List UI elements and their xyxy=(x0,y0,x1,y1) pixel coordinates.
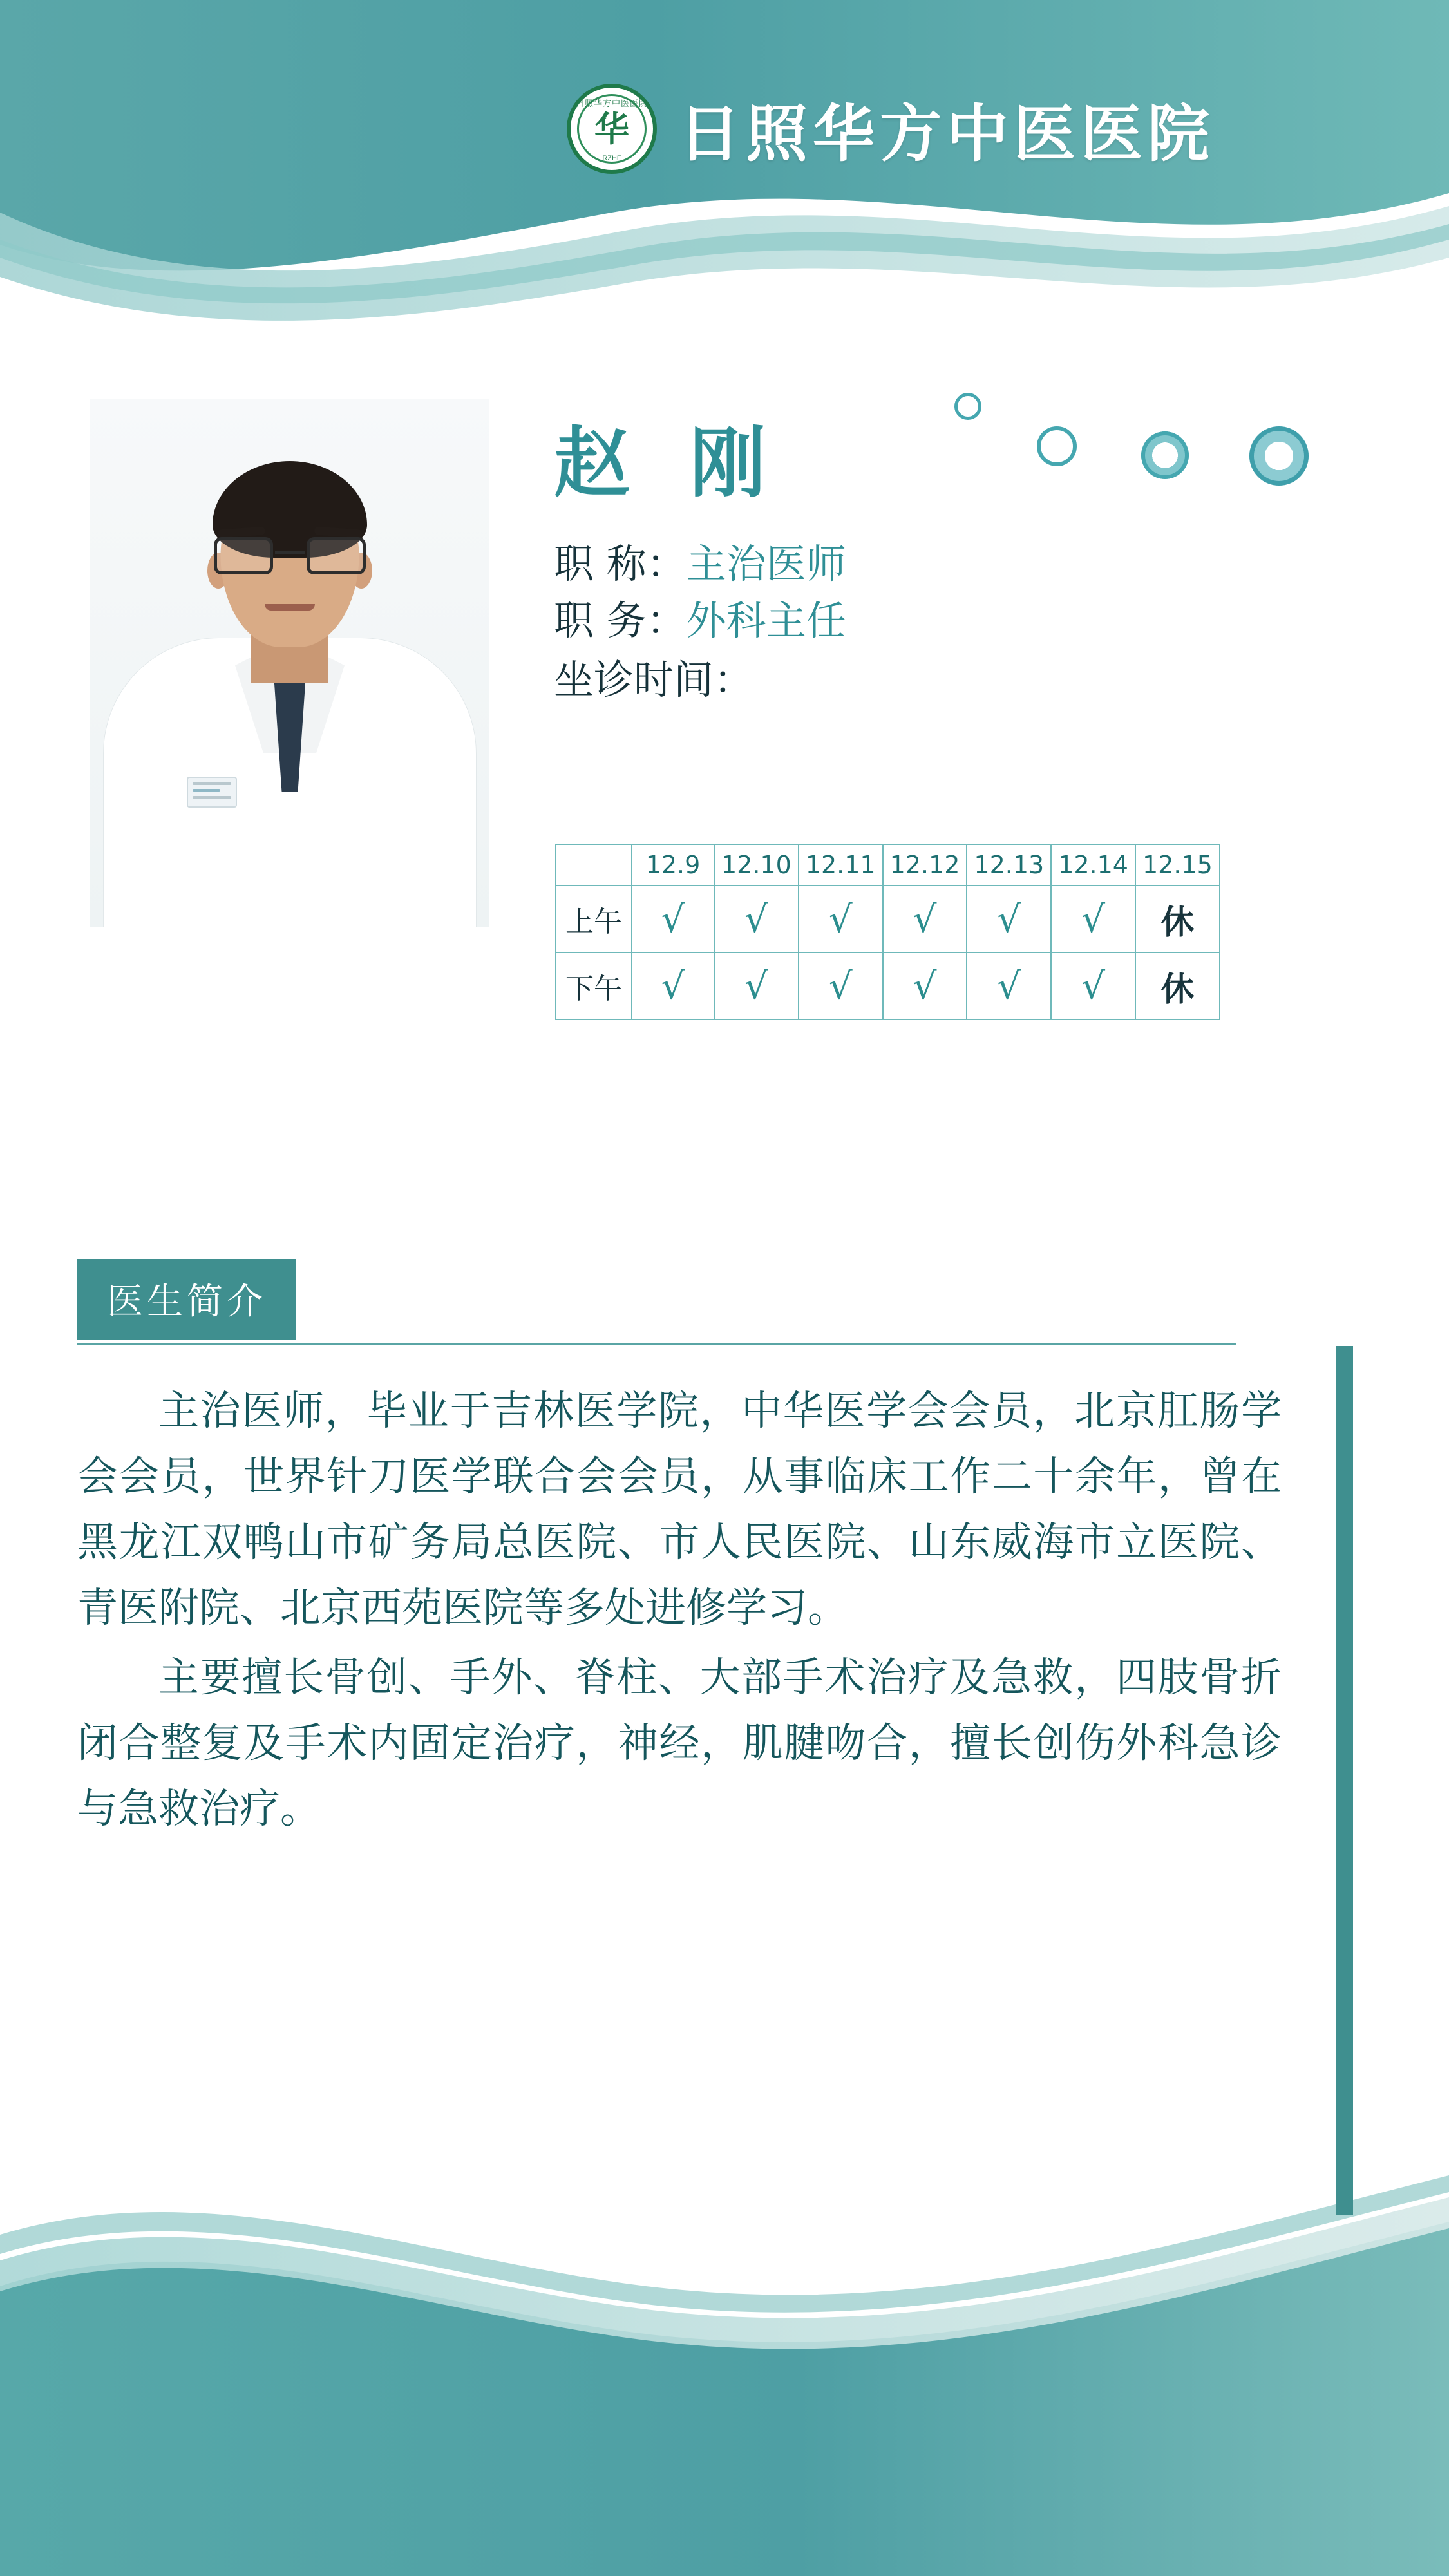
intro-section-header xyxy=(77,1259,296,1340)
intro-section-title: 医生简介 xyxy=(77,1259,296,1340)
schedule-row-label-afternoon: 下午 xyxy=(556,952,632,1019)
schedule-cell-morning-1: √ xyxy=(714,886,799,952)
schedule-date-3: 12.12 xyxy=(883,844,967,886)
schedule-date-5: 12.14 xyxy=(1051,844,1135,886)
hospital-branding xyxy=(567,84,1215,174)
schedule-cell-morning-4: √ xyxy=(967,886,1051,952)
schedule-cell-afternoon-0: √ xyxy=(632,952,714,1019)
doctor-section xyxy=(0,386,1449,1159)
doctor-portrait-illustration xyxy=(90,399,489,927)
schedule-header-row xyxy=(556,844,1220,886)
table-row xyxy=(556,952,1220,1019)
schedule-cell-morning-3: √ xyxy=(883,886,967,952)
doctor-info-block xyxy=(554,418,1378,708)
bubble-icon-1 xyxy=(954,393,981,420)
footer-wave-band xyxy=(0,2125,1449,2576)
doctor-title-value: 主治医师 xyxy=(686,540,846,587)
logo-glyph: 华 xyxy=(594,108,629,149)
schedule-cell-afternoon-6: 休 xyxy=(1135,952,1220,1019)
doctor-photo xyxy=(90,399,489,927)
hospital-name: 日照华方中医医院 xyxy=(679,97,1215,170)
doctor-title-label: 职 称： xyxy=(554,540,687,587)
logo-arc-bottom-text: RZHF xyxy=(602,155,621,162)
schedule-date-1: 12.10 xyxy=(714,844,799,886)
schedule-date-2: 12.11 xyxy=(799,844,883,886)
schedule-table xyxy=(555,844,1220,1020)
schedule-heading: 坐诊时间： xyxy=(554,656,754,704)
schedule-cell-morning-2: √ xyxy=(799,886,883,952)
schedule-date-0: 12.9 xyxy=(632,844,714,886)
doctor-name: 赵 刚 xyxy=(554,418,783,507)
schedule-cell-morning-6: 休 xyxy=(1135,886,1220,952)
schedule-corner-cell xyxy=(556,844,632,886)
schedule-date-6: 12.15 xyxy=(1135,844,1220,886)
logo-arc-top-text: 日照华方中医医院 xyxy=(575,99,648,108)
header-wave-band xyxy=(0,0,1449,348)
schedule-cell-morning-5: √ xyxy=(1051,886,1135,952)
doctor-position-label: 职 务： xyxy=(554,597,687,645)
schedule-cell-afternoon-5: √ xyxy=(1051,952,1135,1019)
doctor-position-row xyxy=(554,592,1378,649)
schedule-cell-afternoon-1: √ xyxy=(714,952,799,1019)
hospital-logo-icon xyxy=(567,84,657,174)
intro-section-divider xyxy=(77,1343,1236,1345)
schedule-cell-afternoon-3: √ xyxy=(883,952,967,1019)
schedule-date-4: 12.13 xyxy=(967,844,1051,886)
doctor-title-row xyxy=(554,536,1378,592)
right-accent-bar xyxy=(1336,1346,1353,2215)
schedule-row-label-morning: 上午 xyxy=(556,886,632,952)
portrait-glasses xyxy=(211,537,368,577)
doctor-position-value: 外科主任 xyxy=(686,597,846,645)
schedule-cell-morning-0: √ xyxy=(632,886,714,952)
intro-paragraph-2: 主要擅长骨创、手外、脊柱、大部手术治疗及急救，四肢骨折闭合整复及手术内固定治疗，神经，肌腱吻合，擅长创伤外科急诊与急救治疗。 xyxy=(77,1654,1282,1833)
intro-paragraph-1: 主治医师，毕业于吉林医学院，中华医学会会员，北京肛肠学会会员，世界针刀医学联合会会员，从事临床工作二十余年，曾在黑龙江双鸭山市矿务局总医院、市人民医院、山东威海市立医院、青医附院、北京西苑医院等多处进修学习。 xyxy=(77,1387,1282,1632)
intro-body xyxy=(77,1378,1282,1846)
schedule-cell-afternoon-4: √ xyxy=(967,952,1051,1019)
portrait-name-badge xyxy=(187,777,237,808)
portrait-mouth xyxy=(265,604,315,611)
schedule-cell-afternoon-2: √ xyxy=(799,952,883,1019)
table-row xyxy=(556,886,1220,952)
